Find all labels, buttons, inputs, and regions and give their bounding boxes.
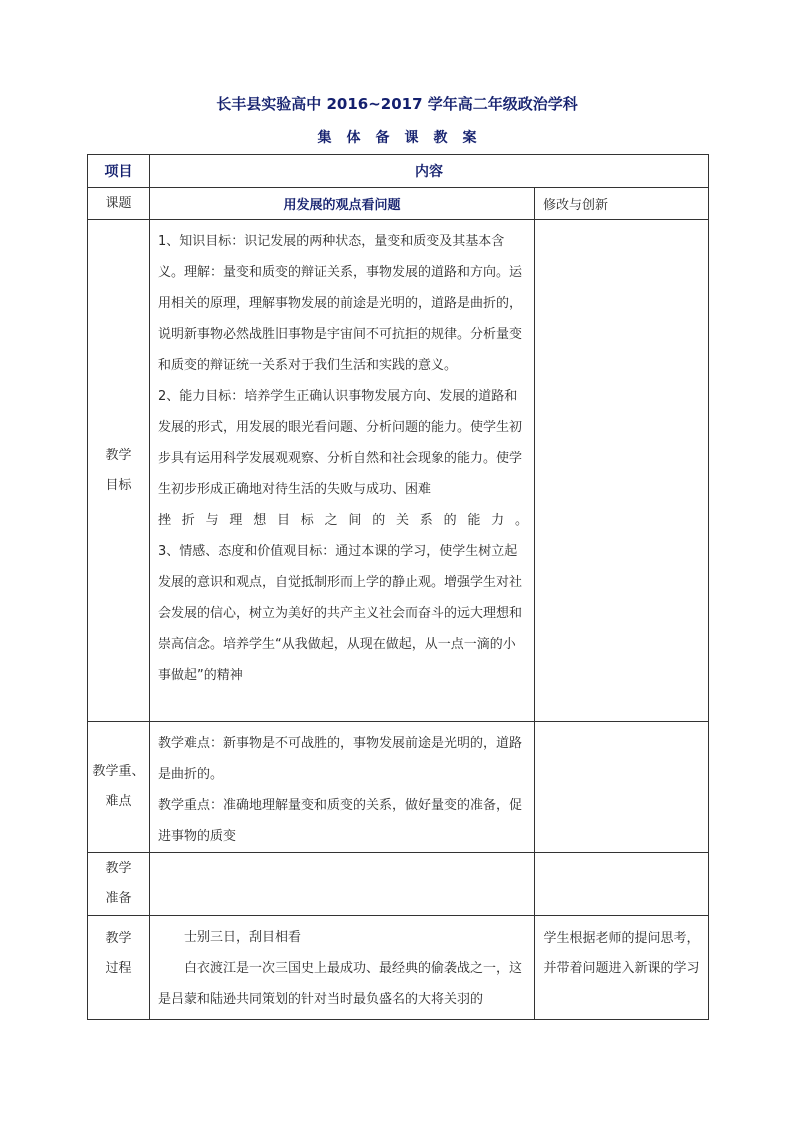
revise-label: 修改与创新	[535, 188, 709, 220]
key-notes	[535, 722, 709, 853]
process-text: 白衣渡江是一次三国史上最成功、最经典的偷袭战之一，这是吕蒙和陆逊共同策划的针对当时最负盛名的大将关羽的	[158, 961, 523, 1007]
column-header-item: 项目	[88, 155, 150, 188]
lesson-plan-table	[87, 154, 709, 1020]
document-title: 长丰县实验高中 2016~2017 学年高二年级政治学科	[216, 95, 578, 113]
prep-label-line-1: 教学	[105, 861, 132, 876]
process-heading: 士别三日，刮目相看	[184, 930, 302, 945]
topic-row	[88, 188, 709, 220]
process-content	[150, 916, 535, 1020]
emotion-goal: 3、情感、态度和价值观目标：通过本课的学习，使学生树立起发展的意识和观点，自觉抵制形而上学的静止观。增强学生对社会发展的信心，树立为美好的共产主义社会而奋斗的远大理想和崇高信念。培养学生“从我做起，从现在做起，从一点一滴的小事做起”的精神	[158, 544, 523, 683]
teaching-difficulty: 教学难点：新事物是不可战胜的，事物发展前途是光明的，道路是曲折的。	[158, 736, 523, 782]
process-label	[88, 916, 150, 1020]
key-row	[88, 722, 709, 853]
goals-label	[88, 220, 150, 722]
prep-notes	[535, 853, 709, 916]
column-header-content: 内容	[150, 155, 709, 188]
prep-label-line-2: 准备	[105, 891, 132, 906]
header-row	[88, 155, 709, 188]
prep-row	[88, 853, 709, 916]
prep-label	[88, 853, 150, 916]
ability-goal-end: 挫折与理想目标之间的关系的能力。	[158, 513, 528, 528]
process-row	[88, 916, 709, 1020]
document-subtitle: 集体备课教案	[317, 130, 492, 146]
goals-label-line-2: 目标	[105, 477, 132, 493]
teaching-focus: 教学重点：准确地理解量变和质变的关系，做好量变的准备，促进事物的质变	[158, 798, 523, 844]
key-label-line-1: 教学重、	[92, 764, 145, 779]
goals-content	[150, 220, 535, 722]
key-content	[150, 722, 535, 853]
goals-row	[88, 220, 709, 722]
goals-label-line-1: 教学	[105, 447, 132, 463]
key-label	[88, 722, 150, 853]
ability-goal: 2、能力目标：培养学生正确认识事物发展方向、发展的道路和发展的形式，用发展的眼光看问题、分析问题的能力。使学生初步具有运用科学发展观观察、分析自然和社会现象的能力。使学生初步形成正确地对待生活的失败与成功、困难	[158, 389, 523, 497]
process-label-line-2: 过程	[105, 961, 132, 976]
key-label-line-2: 难点	[105, 794, 132, 809]
process-side-note: 学生根据老师的提问思考，并带着问题进入新课的学习	[535, 916, 709, 1020]
topic-value: 用发展的观点看问题	[150, 188, 535, 220]
topic-label: 课题	[88, 188, 150, 220]
process-label-line-1: 教学	[105, 931, 132, 946]
knowledge-goal: 1、知识目标：识记发展的两种状态，量变和质变及其基本含义。理解：量变和质变的辩证关系，事物发展的道路和方向。运用相关的原理，理解事物发展的前途是光明的，道路是曲折的，说明新事物必然战胜旧事物是宇宙间不可抗拒的规律。分析量变和质变的辩证统一关系对于我们生活和实践的意义。	[158, 234, 523, 373]
prep-content	[150, 853, 535, 916]
goals-notes	[535, 220, 709, 722]
